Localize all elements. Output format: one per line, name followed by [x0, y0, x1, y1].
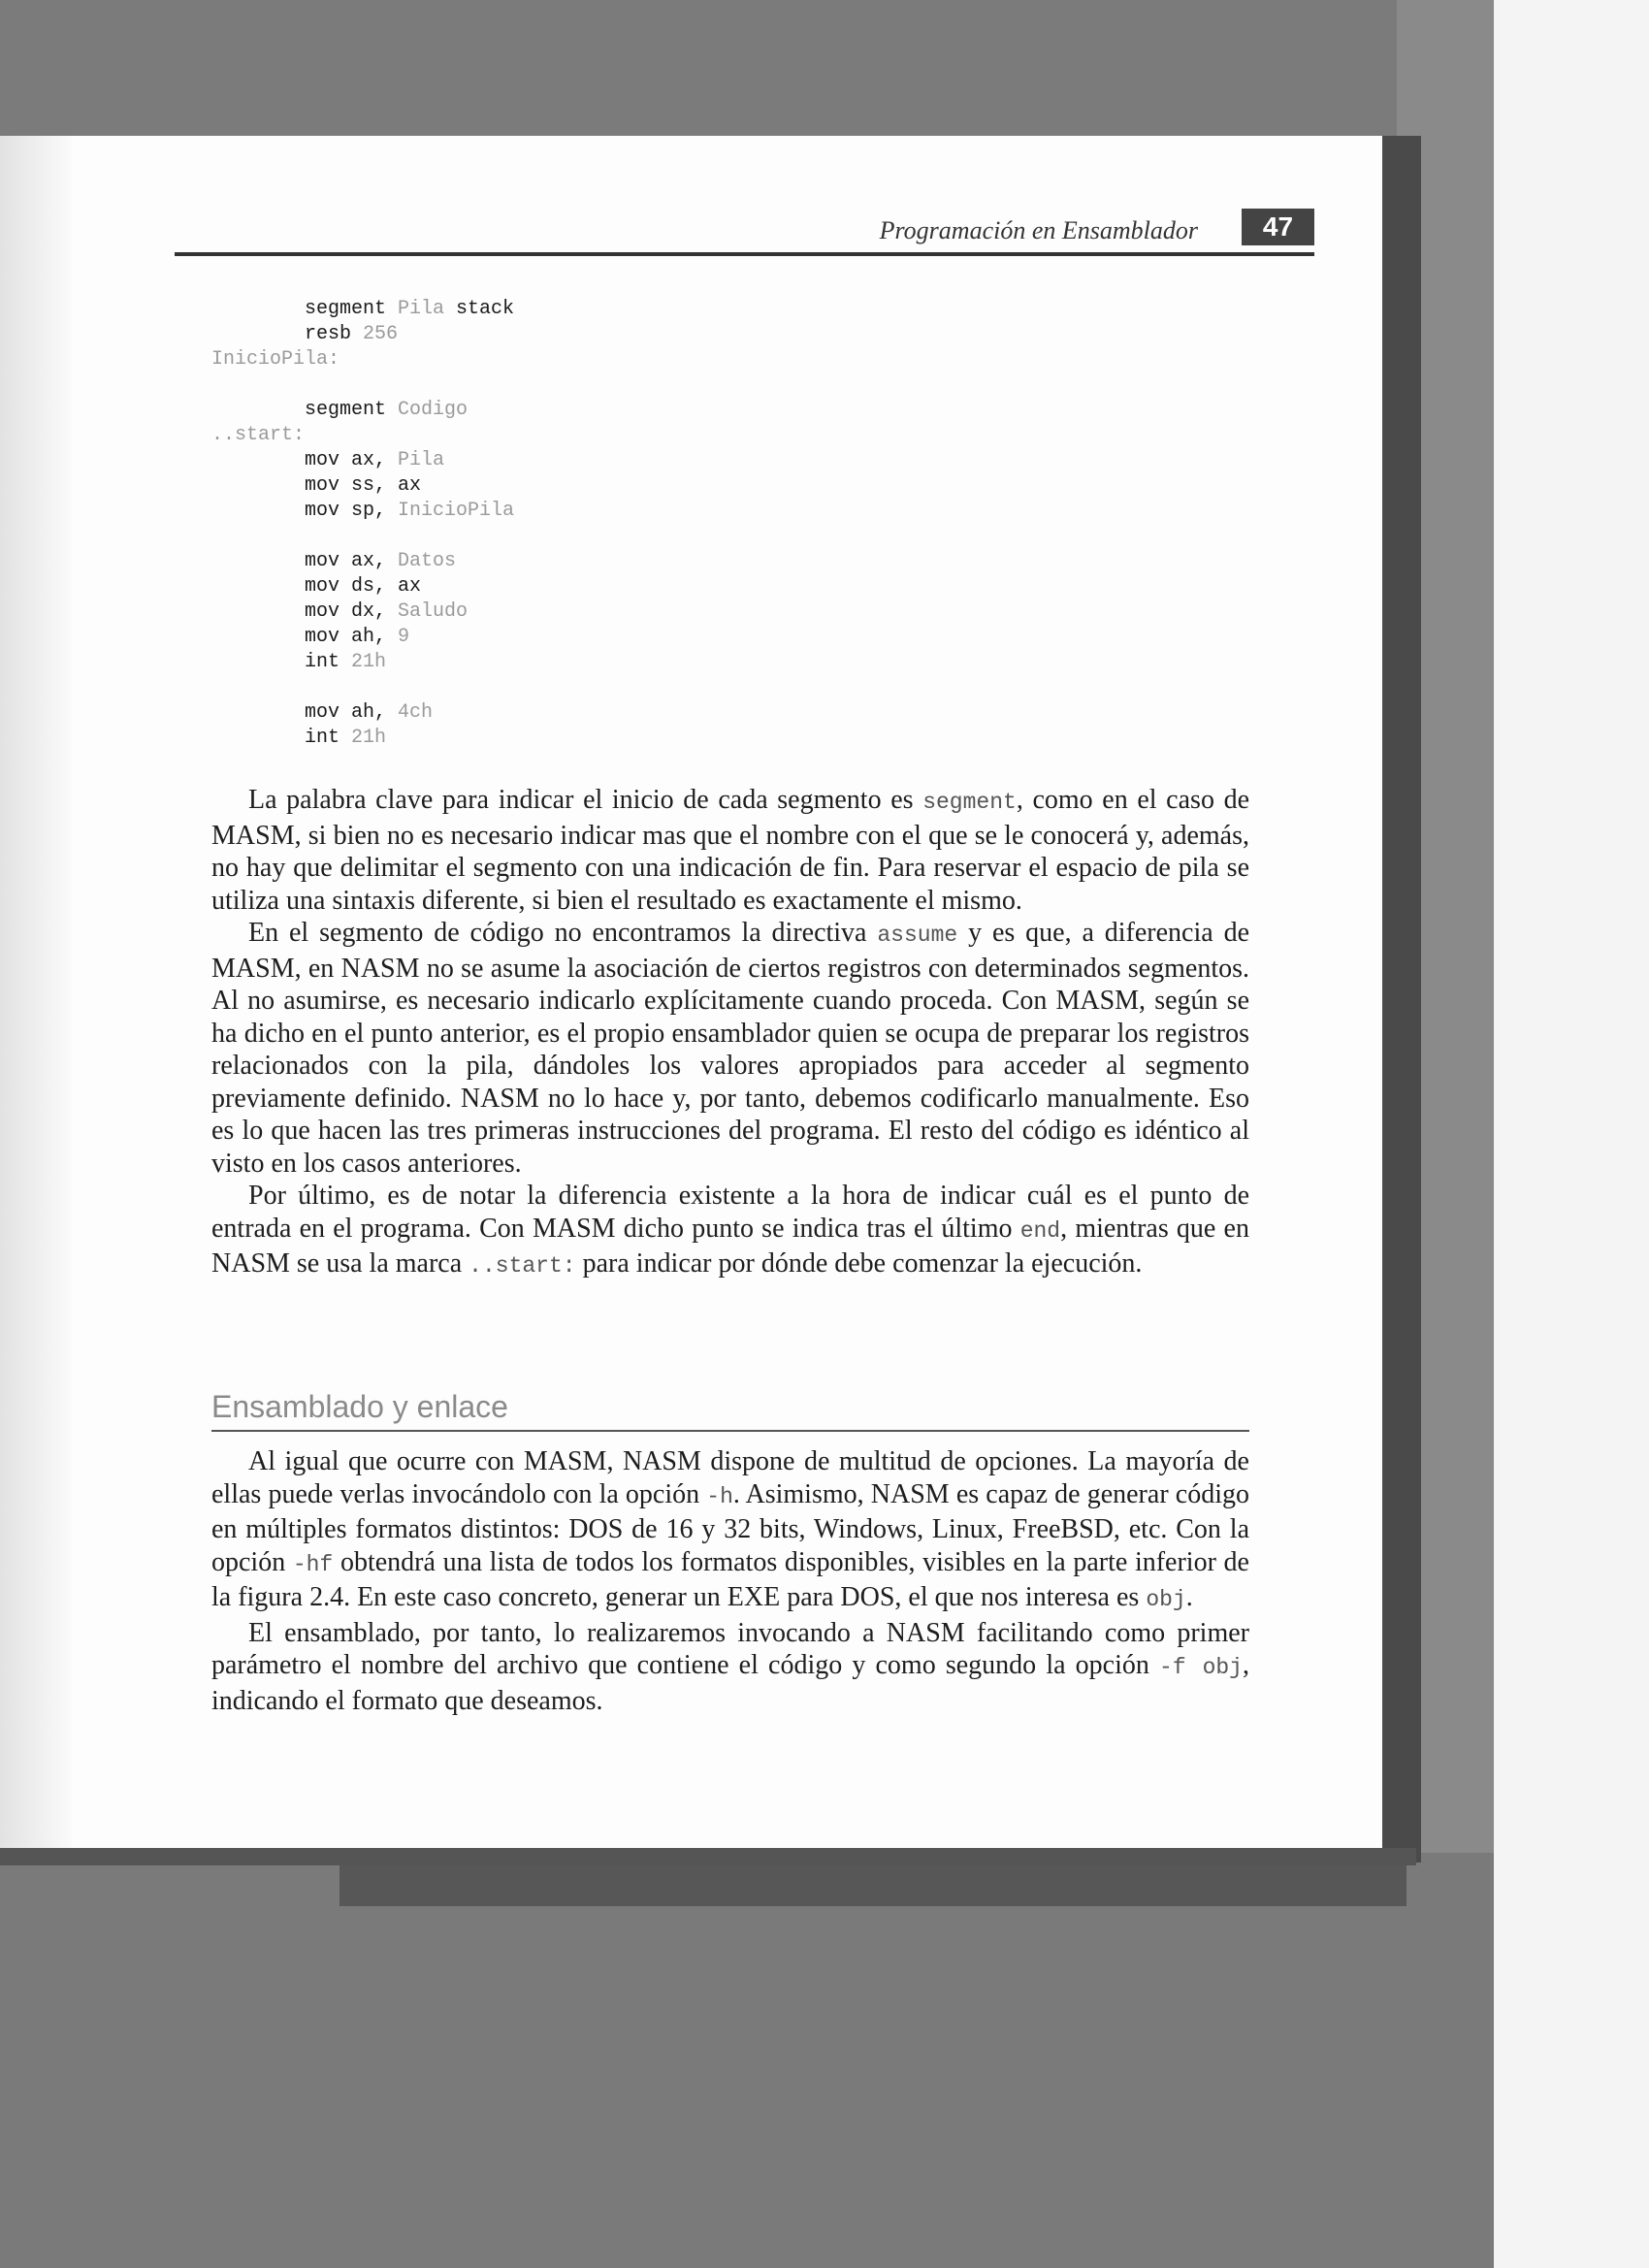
code-line [211, 625, 514, 650]
section-body-text [211, 1445, 1249, 1717]
code-line [211, 398, 514, 423]
code-line [211, 599, 514, 625]
header-rule [175, 252, 1314, 256]
inline-code: -f obj [1159, 1655, 1243, 1680]
code-instruction: mov ax, [305, 449, 399, 471]
code-indent [211, 500, 305, 522]
inline-code: -h [706, 1483, 733, 1509]
code-operand: InicioPila: [211, 348, 340, 371]
code-operand: Pila [398, 449, 445, 471]
code-blank-line [211, 373, 514, 398]
paragraph: En el segmento de código no encontramos la directiva assume y es que, a diferencia de MASM, en NASM no se asume la asociación de ciertos registros con determinados segmentos. Al no asumirse, es necesario indicarlo explícitamente cuando proceda. Con MASM, según se ha dicho en el punto anterior, es el propio ensamblador quien se ocupa de preparar los registros relacionados con la pila, dándoles los valores apropiados para acceder al segmento previamente definido. NASM no lo hace y, por tanto, debemos codificarlo manualmente. Eso es lo que hacen las tres primeras instrucciones del programa. El resto del código es idéntico al visto en los casos anteriores. [211, 918, 1249, 1179]
code-instruction: mov ss, ax [305, 474, 422, 497]
code-line [211, 499, 514, 524]
code-instruction: mov dx, [305, 600, 399, 623]
code-instruction: resb [305, 323, 364, 345]
inline-code: assume [877, 923, 958, 948]
inline-code: end [1019, 1217, 1061, 1244]
code-indent [211, 727, 305, 749]
code-operand: Pila [398, 298, 445, 320]
running-header [175, 209, 1314, 261]
scan-background-margin [1494, 0, 1649, 2268]
code-indent [211, 323, 305, 345]
code-instruction: mov ds, ax [305, 575, 422, 598]
code-line [211, 700, 514, 726]
code-operand: 4ch [398, 701, 434, 724]
code-instruction: segment [305, 399, 399, 421]
code-line [211, 574, 514, 599]
code-indent [211, 600, 305, 623]
code-indent [211, 298, 305, 320]
code-instruction: mov sp, [305, 500, 399, 522]
code-listing [211, 297, 514, 751]
section-rule [211, 1430, 1249, 1432]
code-line [211, 297, 514, 322]
code-line [211, 347, 514, 373]
code-indent [211, 449, 305, 471]
inline-code: segment [922, 790, 1017, 815]
paragraph: Al igual que ocurre con MASM, NASM dispone de multitud de opciones. La mayoría de ellas puede verlas invocándolo con la opción -h. Asimismo, NASM es capaz de generar código en múltiples formatos distintos: DOS de 16 y 32 bits, Windows, Linux, FreeBSD, etc. Con la opción -hf obtendrá una lista de todos los formatos disponibles, visibles en la parte inferior de la figura 2.4. En este caso concreto, generar un EXE para DOS, el que nos interesa es obj. [211, 1446, 1249, 1612]
code-operand: Codigo [398, 399, 469, 421]
paragraph: El ensamblado, por tanto, lo realizaremos invocando a NASM facilitando como primer parámetro el nombre del archivo que contiene el código y como segundo la opción -f obj, indicando el formato que deseamos. [211, 1617, 1249, 1716]
code-operand: Datos [398, 550, 457, 572]
code-instruction: int [305, 651, 352, 673]
code-operand: 256 [363, 323, 399, 345]
code-line [211, 423, 514, 448]
code-line [211, 473, 514, 499]
code-instruction: int [305, 727, 352, 749]
page-right-edge [1382, 136, 1421, 1863]
body-text [211, 784, 1249, 1283]
paragraph: Por último, es de notar la diferencia existente a la hora de indicar cuál es el punto de entrada en el programa. Con MASM dicho punto se indica tras el último end, mientras que en NASM se usa la marca ..start: para indicar por dónde debe comenzar la ejecución. [211, 1181, 1249, 1279]
code-blank-line [211, 524, 514, 549]
scan-background-bottom [0, 1853, 1494, 2268]
code-instruction-tail: stack [444, 298, 515, 320]
code-operand: Saludo [398, 600, 469, 623]
code-line [211, 448, 514, 473]
scan-background-top [0, 0, 1494, 136]
inline-code: ..start: [469, 1253, 576, 1279]
code-line [211, 322, 514, 347]
page-number: 47 [1242, 209, 1314, 245]
code-operand: 21h [351, 651, 387, 673]
code-indent [211, 575, 305, 598]
page-gutter [0, 136, 73, 1853]
code-indent [211, 550, 305, 572]
code-operand: 9 [398, 626, 410, 648]
code-instruction: mov ah, [305, 701, 399, 724]
code-operand: 21h [351, 727, 387, 749]
code-operand: InicioPila [398, 500, 515, 522]
code-line [211, 726, 514, 751]
code-indent [211, 651, 305, 673]
code-operand: ..start: [211, 424, 306, 446]
section-heading: Ensamblado y enlace [211, 1389, 508, 1424]
code-instruction: mov ax, [305, 550, 399, 572]
inline-code: obj [1146, 1587, 1186, 1612]
code-line [211, 549, 514, 574]
code-indent [211, 399, 305, 421]
code-instruction: segment [305, 298, 399, 320]
code-indent [211, 474, 305, 497]
page-bottom-edge [0, 1848, 1416, 1865]
inline-code: -hf [292, 1551, 334, 1577]
code-instruction: mov ah, [305, 626, 399, 648]
code-blank-line [211, 675, 514, 700]
running-header-title: Programación en Ensamblador [879, 216, 1198, 244]
code-indent [211, 701, 305, 724]
code-indent [211, 626, 305, 648]
paragraph: La palabra clave para indicar el inicio de cada segmento es segment, como en el caso de MASM, si bien no es necesario indicar mas que el nombre con el que se le conocerá y, además, no hay que delimitar el segmento con una indicación de fin. Para reservar el espacio de pila se utiliza una sintaxis diferente, si bien el resultado es exactamente el mismo. [211, 785, 1249, 916]
code-line [211, 650, 514, 675]
